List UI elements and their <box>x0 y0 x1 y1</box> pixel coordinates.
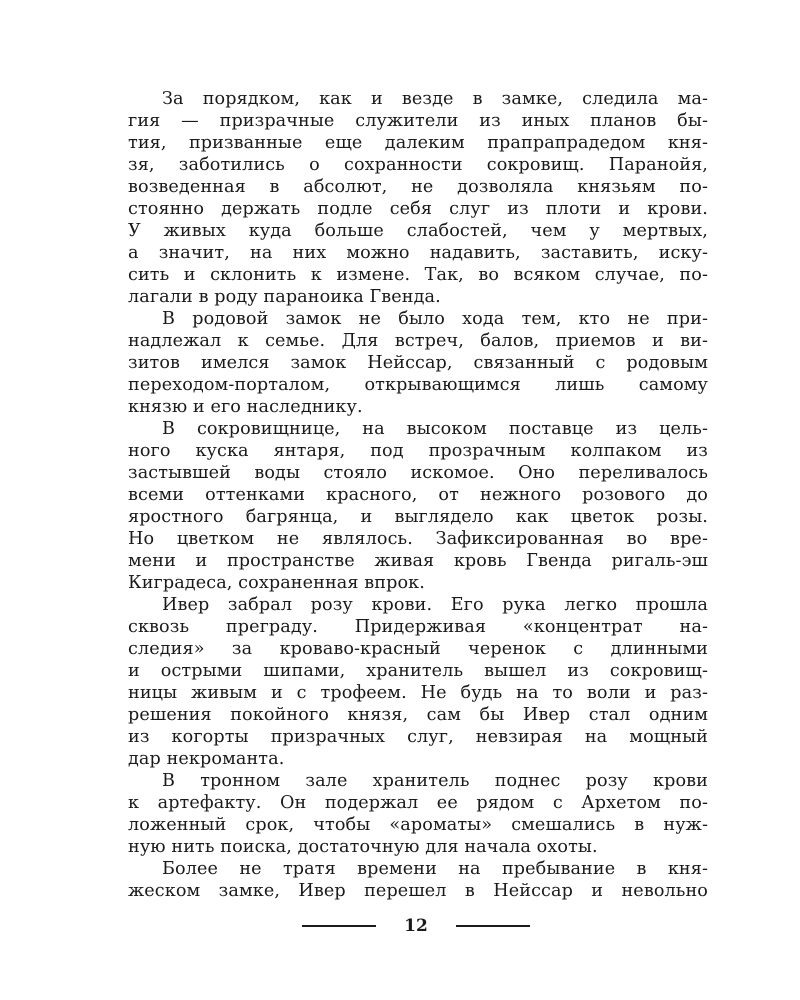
text-line: мени и пространстве живая кровь Гвенда ригаль-эш <box>128 551 708 571</box>
text-line: зитов имелся замок Нейссар, связанный с родовым <box>128 353 708 373</box>
text-line: Ивер забрал розу крови. Его рука легко прошла <box>162 595 708 615</box>
paragraph <box>128 418 708 594</box>
text-line: У живых куда больше слабостей, чем у мертвых, <box>128 221 708 241</box>
page-number: 12 <box>404 916 428 936</box>
text-line: ложенный срок, чтобы «ароматы» смешались в нуж- <box>128 815 708 835</box>
text-line: ницы живым и с трофеем. Не будь на то воли и раз- <box>128 683 708 703</box>
text-line: князю и его наследнику. <box>128 397 363 417</box>
text-line: сить и склонить к измене. Так, во всяком случае, по- <box>128 265 708 285</box>
text-line: Но цветком не являлось. Зафиксированная во вре- <box>128 529 708 549</box>
text-line: возведенная в абсолют, не дозволяла князьям по- <box>128 177 708 197</box>
text-line: переходом-порталом, открывающимся лишь самому <box>128 375 708 395</box>
text-line: застывшей воды стояло искомое. Оно переливалось <box>128 463 708 483</box>
body-text <box>128 88 708 902</box>
paragraph <box>128 770 708 858</box>
text-line: жеском замке, Ивер перешел в Нейссар и невольно <box>128 881 708 901</box>
text-line: стоянно держать подле себя слуг из плоти и крови. <box>128 199 708 219</box>
text-line: к артефакту. Он подержал ее рядом с Архетом по- <box>128 793 708 813</box>
text-line: В сокровищнице, на высоком поставце из цель- <box>162 419 708 439</box>
text-line: яростного багрянца, и выглядело как цветок розы. <box>128 507 708 527</box>
text-line: надлежал к семье. Для встреч, балов, приемов и ви- <box>128 331 708 351</box>
text-line: гия — призрачные служители из иных планов бы- <box>128 111 708 131</box>
text-line: зя, заботились о сохранности сокровищ. Паранойя, <box>128 155 708 175</box>
text-line: В родовой замок не было хода тем, кто не при- <box>162 309 708 329</box>
text-line: сквозь преграду. Придерживая «концентрат на- <box>128 617 708 637</box>
paragraph <box>128 308 708 418</box>
text-line: За порядком, как и везде в замке, следила ма- <box>162 89 708 109</box>
paragraph <box>128 594 708 770</box>
footer-rule-right <box>456 925 530 927</box>
text-line: ного куска янтаря, под прозрачным колпаком из <box>128 441 708 461</box>
text-line: тия, призванные еще далеким прапрапрадедом кня- <box>128 133 708 153</box>
text-line: лагали в роду параноика Гвенда. <box>128 287 441 307</box>
text-line: а значит, на них можно надавить, заставить, иску- <box>128 243 708 263</box>
paragraph <box>128 858 708 902</box>
text-line: и острыми шипами, хранитель вышел из сокровищ- <box>128 661 708 681</box>
text-line: В тронном зале хранитель поднес розу крови <box>162 771 708 791</box>
footer-rule-left <box>302 925 376 927</box>
text-line: решения покойного князя, сам бы Ивер стал одним <box>128 705 708 725</box>
text-line: из когорты призрачных слуг, невзирая на мощный <box>128 727 708 747</box>
text-line: Более не тратя времени на пребывание в кня- <box>162 859 708 879</box>
text-line: ную нить поиска, достаточную для начала охоты. <box>128 837 598 857</box>
text-line: Киградеса, сохраненная впрок. <box>128 573 425 593</box>
text-line: всеми оттенками красного, от нежного розового до <box>128 485 708 505</box>
paragraph <box>128 88 708 308</box>
page-footer <box>0 911 800 941</box>
text-line: следия» за кроваво-красный черенок с длинными <box>128 639 708 659</box>
text-line: дар некроманта. <box>128 749 285 769</box>
